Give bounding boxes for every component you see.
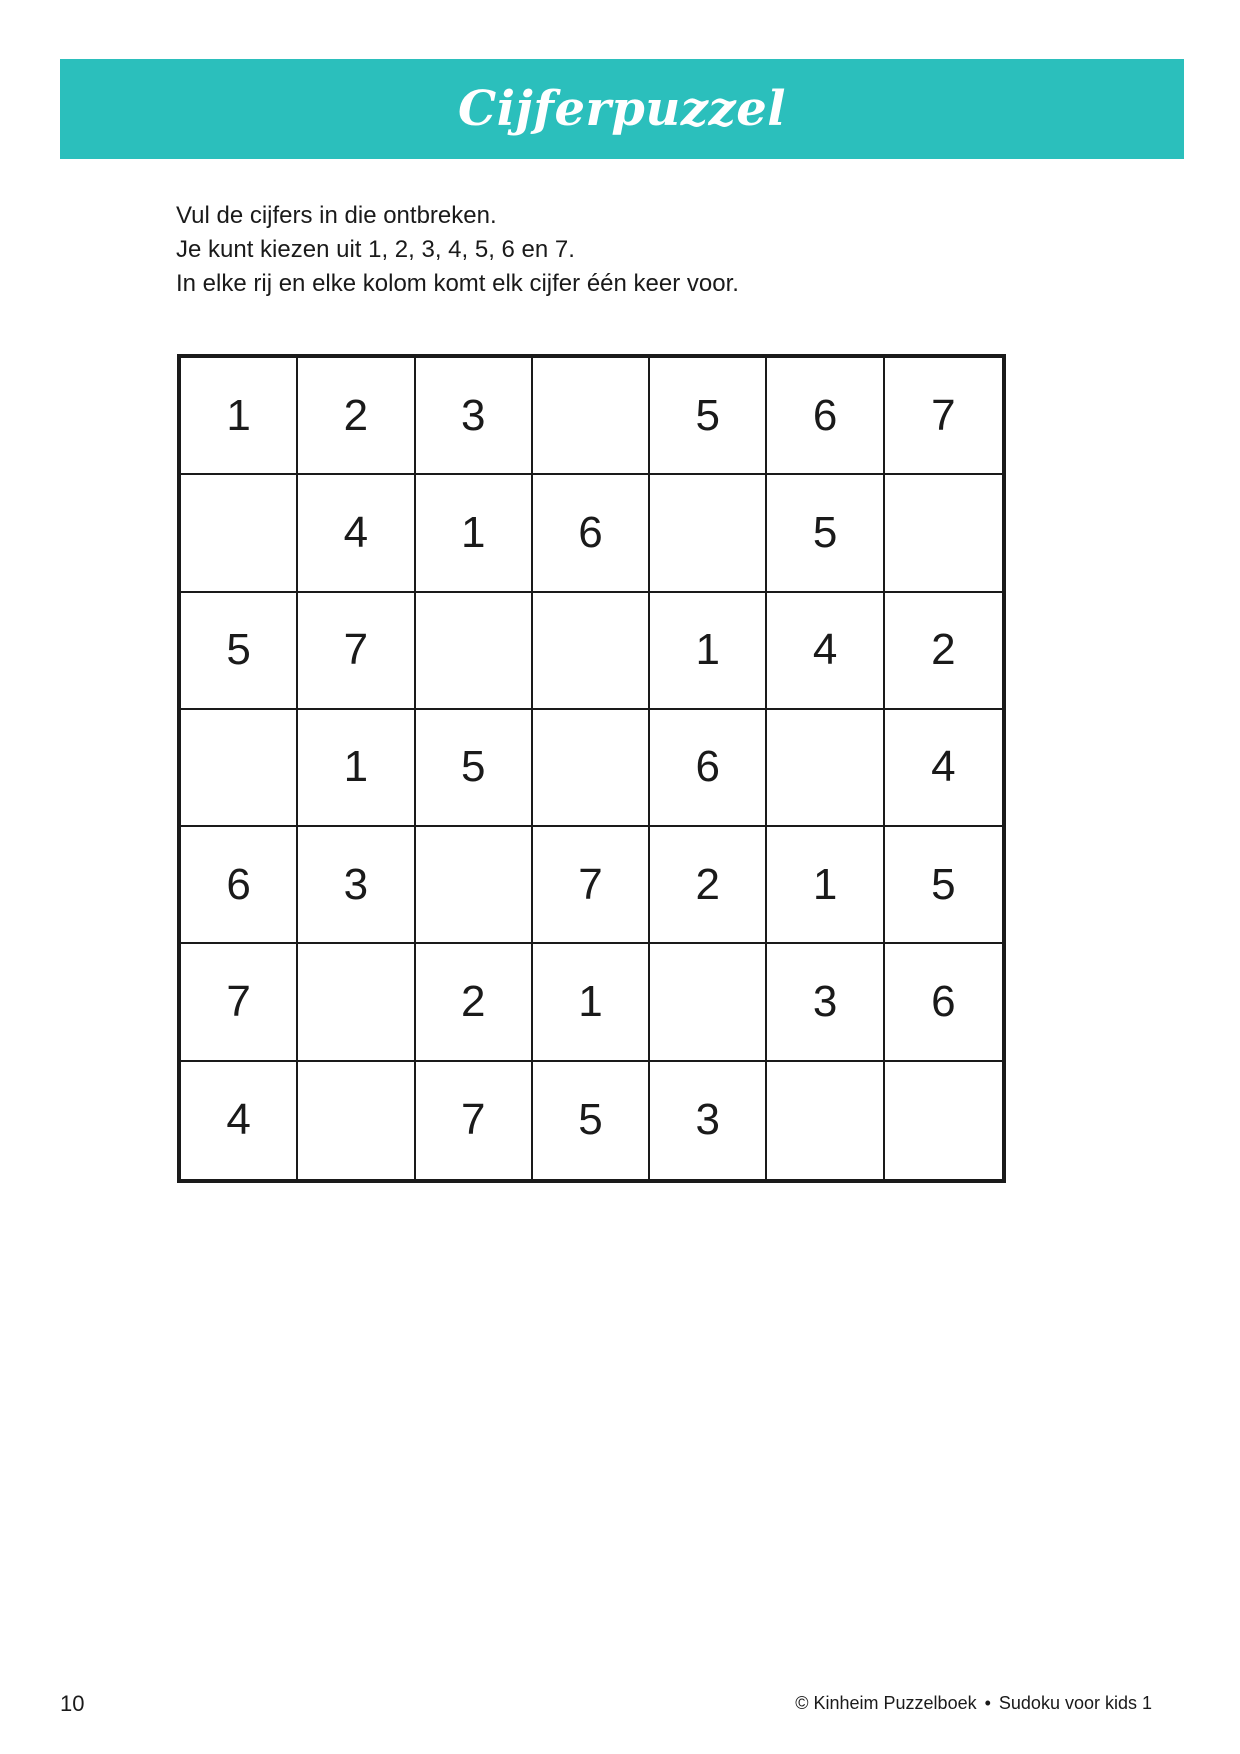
empty-cell[interactable] [767,710,884,827]
empty-cell[interactable] [533,710,650,827]
given-digit-cell: 2 [298,358,415,475]
page-number: 10 [60,1691,85,1716]
given-digit-cell: 2 [650,827,767,944]
empty-cell[interactable] [416,827,533,944]
given-digit-cell: 5 [650,358,767,475]
given-digit-cell: 6 [767,358,884,475]
instruction-line: In elke rij en elke kolom komt elk cijfer één keer voor. [176,270,739,297]
footer-credits [795,1693,1152,1714]
given-digit-cell: 7 [885,358,1002,475]
given-digit-cell: 1 [416,475,533,592]
empty-cell[interactable] [885,475,1002,592]
empty-cell[interactable] [181,710,298,827]
given-digit-cell: 3 [767,944,884,1061]
given-digit-cell: 5 [767,475,884,592]
title-banner [60,59,1184,159]
book-title: Sudoku voor kids 1 [998,1693,1152,1713]
given-digit-cell: 6 [181,827,298,944]
given-digit-cell: 5 [533,1062,650,1179]
given-digit-cell: 6 [885,944,1002,1061]
given-digit-cell: 5 [416,710,533,827]
empty-cell[interactable] [885,1062,1002,1179]
empty-cell[interactable] [416,593,533,710]
footer-separator: • [984,1693,991,1713]
given-digit-cell: 6 [533,475,650,592]
empty-cell[interactable] [650,475,767,592]
given-digit-cell: 3 [416,358,533,475]
given-digit-cell: 3 [298,827,415,944]
page-title: Cijferpuzzel [457,81,787,137]
given-digit-cell: 1 [298,710,415,827]
given-digit-cell: 7 [298,593,415,710]
given-digit-cell: 3 [650,1062,767,1179]
empty-cell[interactable] [298,944,415,1061]
given-digit-cell: 5 [885,827,1002,944]
given-digit-cell: 2 [885,593,1002,710]
given-digit-cell: 5 [181,593,298,710]
given-digit-cell: 1 [181,358,298,475]
given-digit-cell: 1 [767,827,884,944]
given-digit-cell: 1 [533,944,650,1061]
empty-cell[interactable] [298,1062,415,1179]
given-digit-cell: 7 [533,827,650,944]
given-digit-cell: 1 [650,593,767,710]
given-digit-cell: 7 [181,944,298,1061]
empty-cell[interactable] [533,593,650,710]
instruction-line: Vul de cijfers in die ontbreken. [176,202,497,229]
instructions [176,199,1076,301]
publisher-name: © Kinheim Puzzelboek [795,1693,977,1713]
given-digit-cell: 6 [650,710,767,827]
sudoku-grid [177,354,1006,1183]
given-digit-cell: 4 [181,1062,298,1179]
given-digit-cell: 4 [767,593,884,710]
given-digit-cell: 4 [298,475,415,592]
empty-cell[interactable] [181,475,298,592]
empty-cell[interactable] [767,1062,884,1179]
given-digit-cell: 2 [416,944,533,1061]
given-digit-cell: 4 [885,710,1002,827]
empty-cell[interactable] [650,944,767,1061]
empty-cell[interactable] [533,358,650,475]
given-digit-cell: 7 [416,1062,533,1179]
instruction-line: Je kunt kiezen uit 1, 2, 3, 4, 5, 6 en 7. [176,236,575,263]
